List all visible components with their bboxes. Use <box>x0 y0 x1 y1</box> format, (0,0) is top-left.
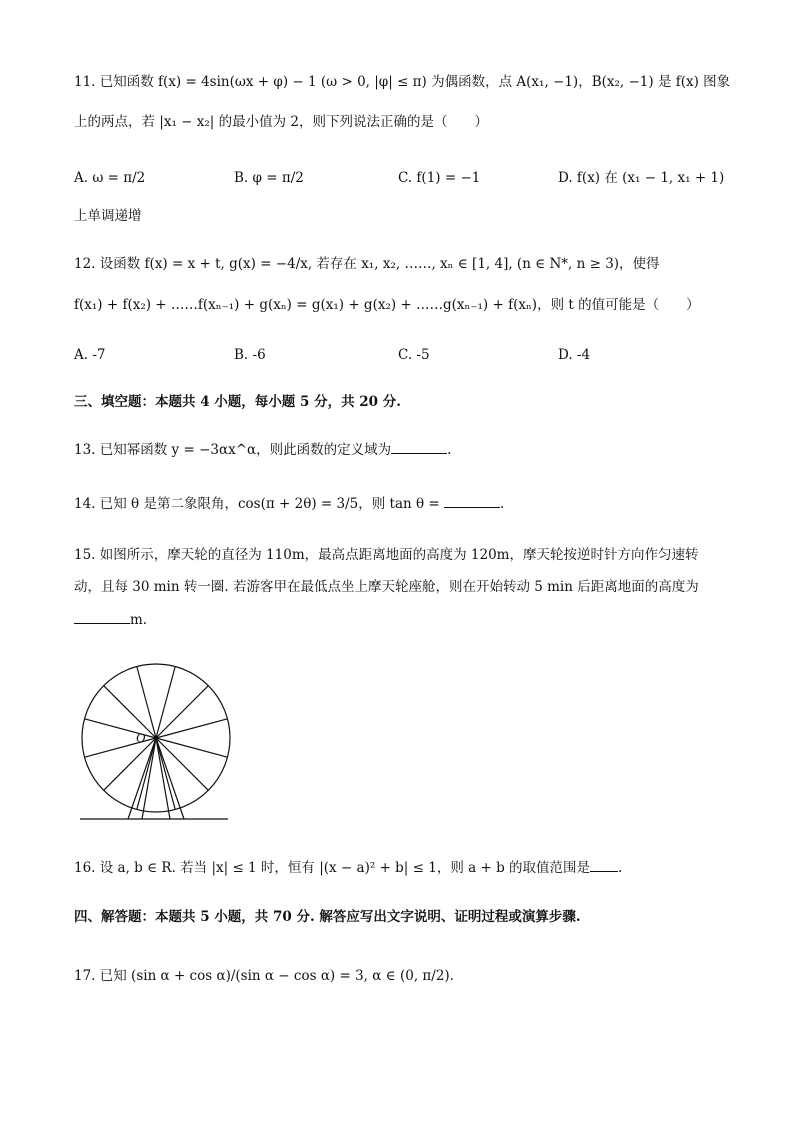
q14-answer-blank[interactable] <box>444 495 500 508</box>
q11-option-c: C. f(1) = −1 <box>398 170 481 186</box>
q16-end: . <box>618 860 623 876</box>
q11-option-a: A. ω = π/2 <box>74 170 146 186</box>
q11-option-b: B. φ = π/2 <box>234 170 304 186</box>
wheel-spoke <box>156 667 175 739</box>
q12-option-a: A. -7 <box>74 347 106 363</box>
wheel-spoke <box>104 686 156 738</box>
q17: 17. 已知 (sin α + cos α)/(sin α − cos α) = 3, α ∈ (0, π/2). <box>74 968 454 984</box>
center-label: O <box>136 730 146 745</box>
wheel-spoke <box>156 738 175 810</box>
q12-option-b: B. -6 <box>234 347 266 363</box>
wheel-spoke <box>156 686 208 738</box>
q15-line1: 15. 如图所示，摩天轮的直径为 110m，最高点距离地面的高度为 120m，摩天轮按逆时针方向作匀速转 <box>74 547 699 563</box>
wheel-spoke <box>137 738 156 810</box>
wheel-spoke <box>137 667 156 739</box>
q13-answer-blank[interactable] <box>391 441 447 454</box>
q11-line4: 上单调递增 <box>74 208 142 224</box>
wheel-spoke <box>156 719 228 738</box>
section-4-heading: 四、解答题：本题共 5 小题，共 70 分. 解答应写出文字说明、证明过程或演算步骤. <box>74 909 581 925</box>
q13-end: . <box>447 442 452 458</box>
q16-text: 16. 设 a, b ∈ R. 若当 |x| ≤ 1 时，恒有 |(x − a)² + b| ≤ 1，则 a + b 的取值范围是 <box>74 860 590 876</box>
q13 <box>74 440 451 460</box>
q15-end: m. <box>130 612 148 628</box>
q14 <box>74 494 504 514</box>
support-leg-right <box>156 738 184 819</box>
q13-text: 13. 已知幂函数 y = −3αx^α，则此函数的定义域为 <box>74 442 392 458</box>
q12-line1: 12. 设函数 f(x) = x + t, g(x) = −4/x, 若存在 x₁, x₂, ……, xₙ ∈ [1, 4], (n ∈ N*, n ≥ 3)，使得 <box>74 256 660 272</box>
q11-option-d: D. f(x) 在 (x₁ − 1, x₁ + 1) <box>558 170 725 186</box>
q11-line2: 上的两点，若 |x₁ − x₂| 的最小值为 2，则下列说法正确的是（ ） <box>74 114 489 130</box>
q16 <box>74 858 622 878</box>
support-leg-left <box>128 738 156 819</box>
ferris-wheel-figure <box>76 648 236 828</box>
section-3-heading: 三、填空题：本题共 4 小题，每小题 5 分，共 20 分. <box>74 394 401 410</box>
q12-option-c: C. -5 <box>398 347 430 363</box>
q14-text: 14. 已知 θ 是第二象限角，cos(π + 2θ) = 3/5，则 tan θ = <box>74 496 440 512</box>
q11-line1: 11. 已知函数 f(x) = 4sin(ωx + φ) − 1 (ω > 0, |φ| ≤ π) 为偶函数，点 A(x₁, −1)，B(x₂, −1) 是 f(x) 图象 <box>74 74 731 90</box>
q15-line2: 动，且每 30 min 转一圈. 若游客甲在最低点坐上摩天轮座舱，则在开始转动 5 min 后距离地面的高度为 <box>74 579 699 595</box>
q14-end: . <box>500 496 505 512</box>
q15-line3 <box>74 610 147 630</box>
wheel-spoke <box>156 738 228 757</box>
q12-line2: f(x₁) + f(x₂) + ……f(xₙ₋₁) + g(xₙ) = g(x₁) + g(x₂) + ……g(xₙ₋₁) + f(xₙ)，则 t 的值可能是（ ） <box>74 297 700 313</box>
q16-answer-blank[interactable] <box>590 859 618 872</box>
q15-answer-blank[interactable] <box>74 611 130 624</box>
q12-option-d: D. -4 <box>558 347 591 363</box>
